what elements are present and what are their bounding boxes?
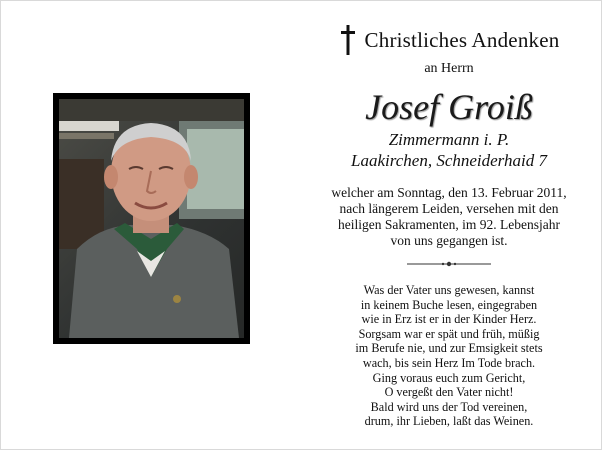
- poem-line: drum, ihr Lieben, laßt das Weinen.: [364, 414, 534, 429]
- profession: Zimmermann i. P.: [388, 130, 510, 149]
- portrait-illustration: [59, 99, 244, 338]
- poem-line: Was der Vater uns gewesen, kannst: [363, 283, 535, 297]
- text-column: [301, 19, 597, 429]
- photo-frame: [53, 93, 250, 344]
- notice-line: welcher am Sonntag, den 13. Februar 2011,: [331, 185, 567, 200]
- salutation: an Herrn: [424, 61, 474, 76]
- poem-line: im Berufe nie, und zur Emsigkeit stets: [355, 341, 543, 356]
- notice-line: nach längerem Leiden, versehen mit den: [339, 201, 559, 216]
- cross-icon: [339, 23, 357, 57]
- poem-line: O vergeßt den Vater nicht!: [384, 385, 514, 400]
- memorial-poem: [301, 283, 597, 429]
- address: Laakirchen, Schneiderhaid 7: [351, 151, 547, 170]
- ornamental-divider: [407, 260, 491, 268]
- portrait-photo: [59, 99, 244, 338]
- poem-line: Sorgsam war er spät und früh, müßig: [358, 326, 540, 341]
- poem-line: Ging voraus euch zum Gericht,: [372, 370, 526, 385]
- deceased-name: Josef Groiß: [365, 87, 533, 127]
- poem-line: wie in Erz ist er in der Kinder Herz.: [361, 312, 537, 327]
- death-notice: [301, 185, 597, 249]
- poem-line: Bald wird uns der Tod vereinen,: [370, 399, 528, 414]
- poem-line: in keinem Buche lesen, eingegraben: [360, 297, 538, 312]
- heading-row: [301, 23, 597, 57]
- card-heading: Christliches Andenken: [364, 27, 560, 52]
- notice-line: heiligen Sakramenten, im 92. Lebensjahr: [338, 217, 560, 232]
- notice-line: von uns gegangen ist.: [390, 233, 508, 248]
- poem-line: wach, bis sein Herz Im Tode brach.: [362, 355, 536, 370]
